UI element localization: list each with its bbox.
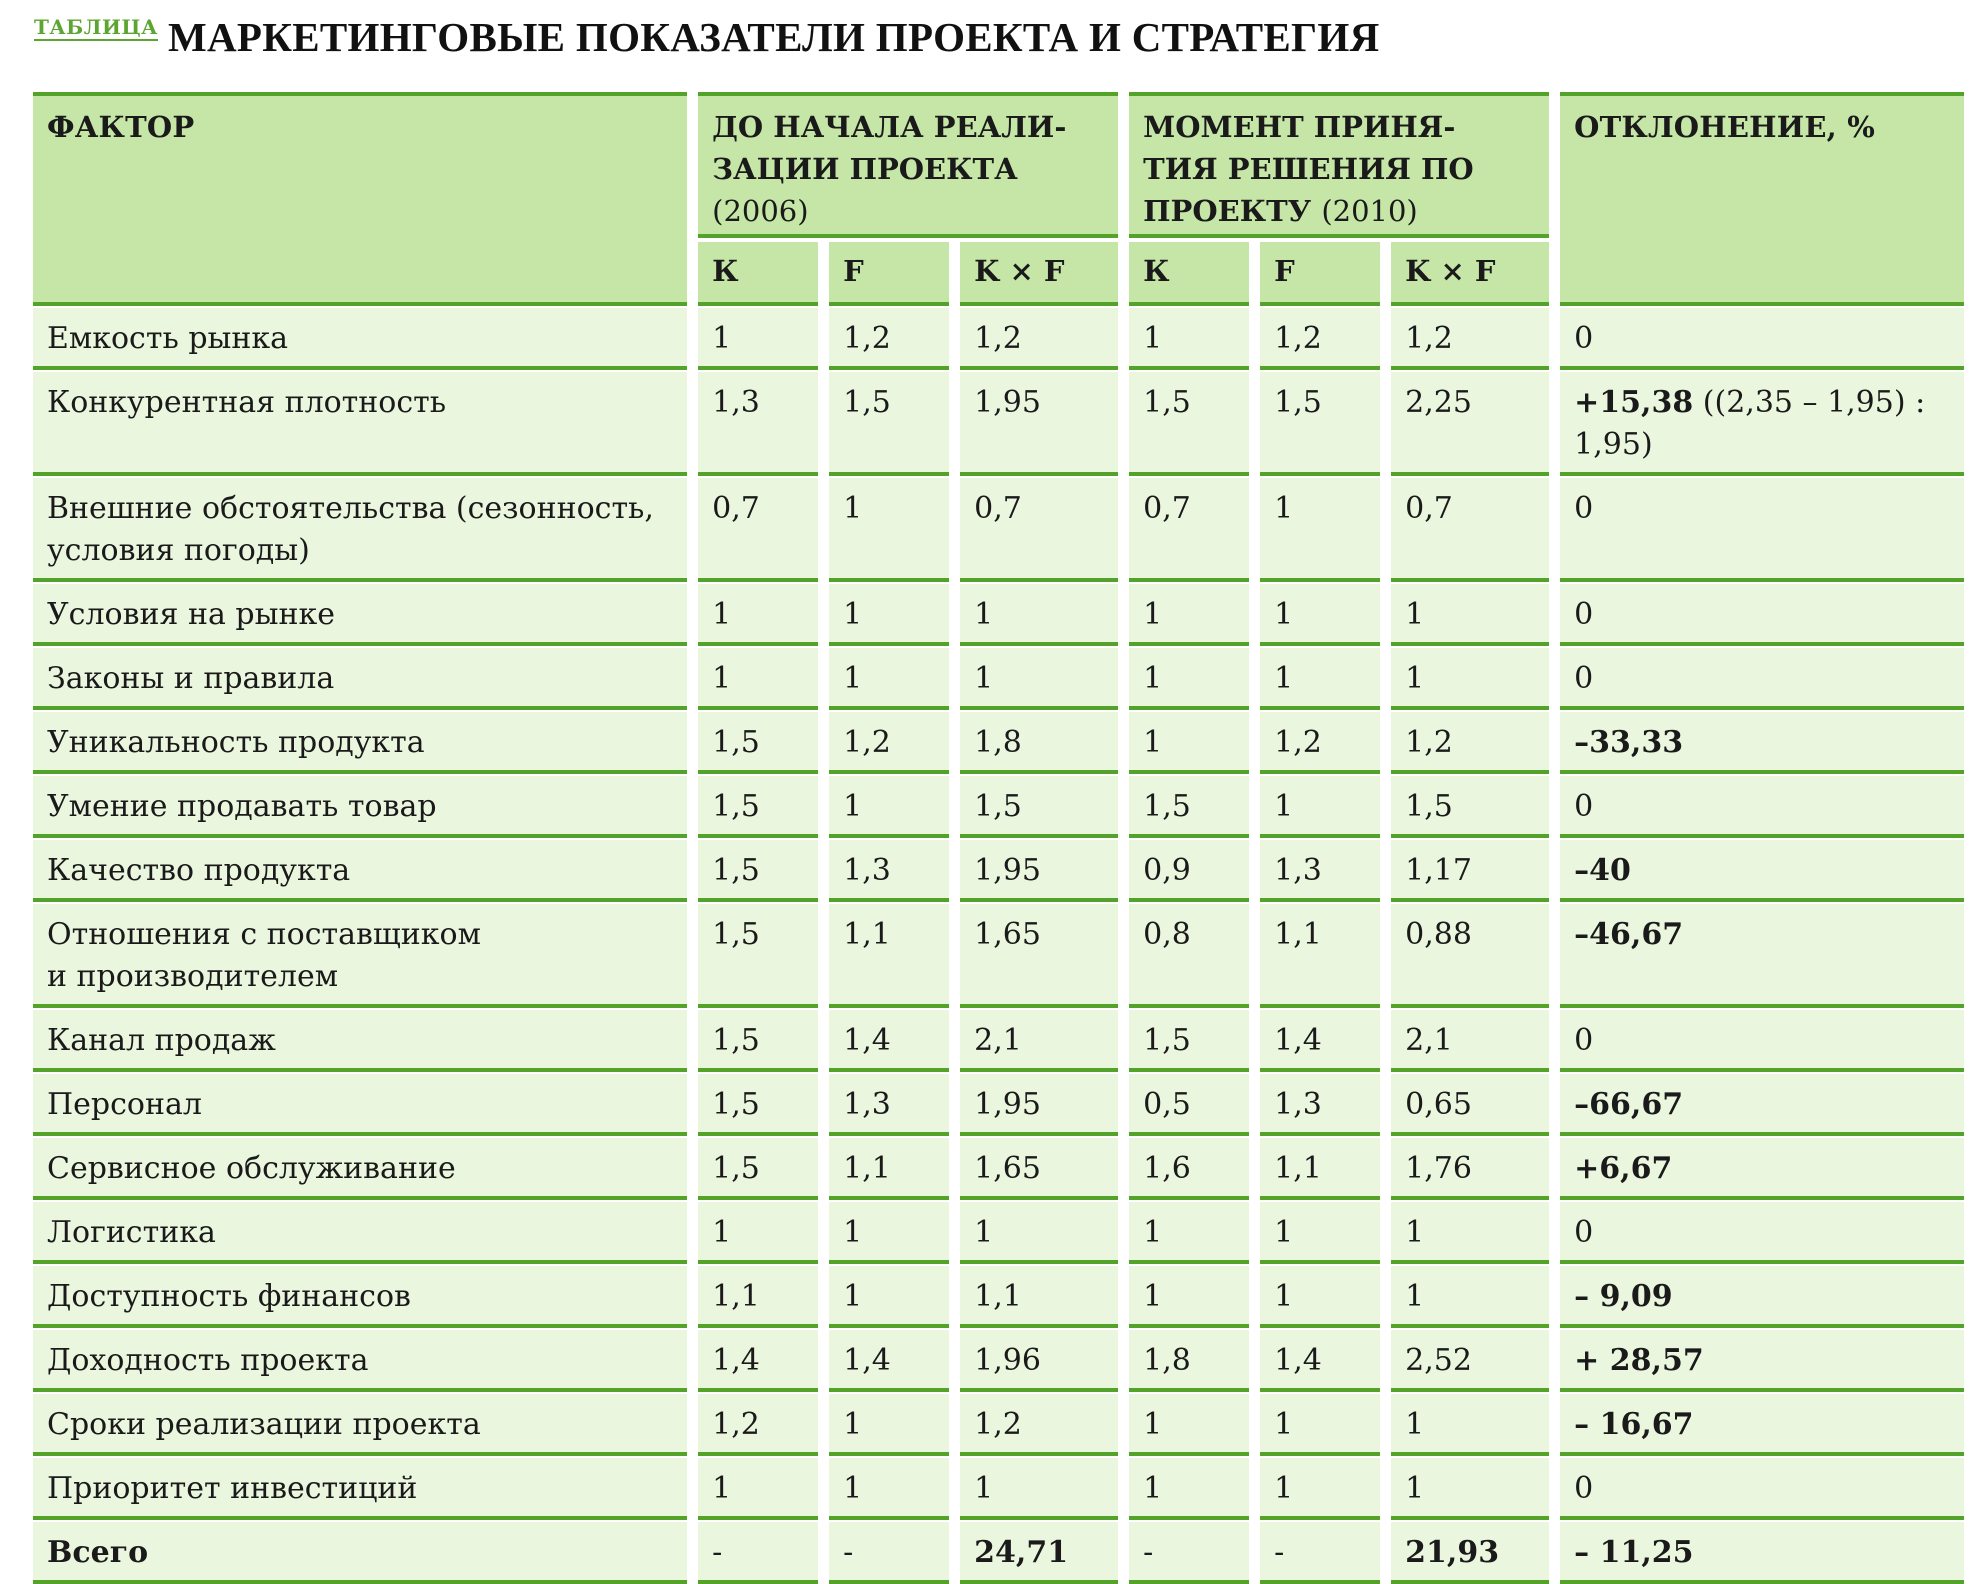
value-f: 1,5 <box>1260 372 1380 476</box>
value-k: 1,5 <box>698 776 818 838</box>
value-k: 0,8 <box>1129 904 1249 1008</box>
table-row <box>33 476 1964 582</box>
value-kf: 1,1 <box>960 1266 1118 1328</box>
marketing-table <box>33 92 1964 1584</box>
value-k: 1,8 <box>1129 1330 1249 1392</box>
value-kf: 1,2 <box>1391 712 1549 774</box>
value-k: 1 <box>698 1202 818 1264</box>
factor-cell: Уникальность продукта <box>33 712 687 774</box>
value-k: 1 <box>1129 712 1249 774</box>
factor-cell: Доходность проекта <box>33 1330 687 1392</box>
value-kf: 1 <box>960 584 1118 646</box>
value-k: 1 <box>1129 1394 1249 1456</box>
value-f: 1,2 <box>829 712 949 774</box>
table-row <box>33 1136 1964 1200</box>
value-kf: 1,2 <box>960 308 1118 370</box>
value-kf: 1,5 <box>960 776 1118 838</box>
deviation-cell: 0 <box>1560 308 1964 370</box>
table-row <box>33 1008 1964 1072</box>
value-k: 1,5 <box>698 840 818 902</box>
value-kf: 24,71 <box>960 1522 1118 1584</box>
factor-cell: Всего <box>33 1522 687 1584</box>
value-k: 1,6 <box>1129 1138 1249 1200</box>
value-k: 1,1 <box>698 1266 818 1328</box>
group-before-cells <box>698 646 1118 710</box>
group-before-cells <box>698 710 1118 774</box>
value-f: 1 <box>829 584 949 646</box>
value-f: 1 <box>1260 1202 1380 1264</box>
value-k: 1,5 <box>698 1010 818 1072</box>
group-before-cells <box>698 582 1118 646</box>
header-group-decision-subs <box>1129 242 1549 306</box>
value-f: 1 <box>829 1266 949 1328</box>
group-decision-cells <box>1129 1200 1549 1264</box>
table-row <box>33 1264 1964 1328</box>
deviation-cell: 0 <box>1560 776 1964 838</box>
value-kf: 1,95 <box>960 1074 1118 1136</box>
value-f: 1 <box>1260 648 1380 710</box>
value-f: 1,4 <box>1260 1010 1380 1072</box>
group-before-cells <box>698 1200 1118 1264</box>
value-kf: 1,65 <box>960 904 1118 1008</box>
value-k: 1,5 <box>1129 1010 1249 1072</box>
value-f: 1,5 <box>829 372 949 476</box>
factor-cell: Конкурентная плотность <box>33 372 687 476</box>
value-f: 1 <box>1260 1458 1380 1520</box>
value-k: 1,5 <box>1129 776 1249 838</box>
header-group-before-subs <box>698 242 1118 306</box>
factor-cell: Канал продаж <box>33 1010 687 1072</box>
value-f: 1 <box>1260 584 1380 646</box>
table-row <box>33 1328 1964 1392</box>
value-kf: 1 <box>960 1202 1118 1264</box>
value-f: 1,3 <box>829 840 949 902</box>
factor-cell: Отношения с поставщиком и производителем <box>33 904 687 1008</box>
header-sub-f: F <box>1260 242 1380 306</box>
value-kf: 1,96 <box>960 1330 1118 1392</box>
deviation-cell: – 9,09 <box>1560 1266 1964 1328</box>
table-header <box>33 92 1964 306</box>
value-kf: 1,8 <box>960 712 1118 774</box>
value-kf: 2,25 <box>1391 372 1549 476</box>
value-kf: 1 <box>1391 1394 1549 1456</box>
value-kf: 2,52 <box>1391 1330 1549 1392</box>
value-kf: 1 <box>1391 1266 1549 1328</box>
group-before-cells <box>698 1520 1118 1584</box>
value-kf: 1,5 <box>1391 776 1549 838</box>
group-before-cells <box>698 1264 1118 1328</box>
factor-cell: Сроки реализации проекта <box>33 1394 687 1456</box>
group-decision-cells <box>1129 1264 1549 1328</box>
value-k: 1,5 <box>1129 372 1249 476</box>
group-before-cells <box>698 1392 1118 1456</box>
value-k: 1 <box>1129 308 1249 370</box>
deviation-cell: 0 <box>1560 648 1964 710</box>
table-row <box>33 306 1964 370</box>
deviation-cell: –33,33 <box>1560 712 1964 774</box>
value-k: 1,2 <box>698 1394 818 1456</box>
table-row <box>33 1072 1964 1136</box>
value-f: - <box>829 1522 949 1584</box>
value-kf: 1 <box>960 1458 1118 1520</box>
group-decision-cells <box>1129 476 1549 582</box>
group-decision-cells <box>1129 710 1549 774</box>
deviation-cell: 0 <box>1560 1458 1964 1520</box>
value-f: 1 <box>1260 1394 1380 1456</box>
header-group-decision <box>1129 92 1549 306</box>
value-f: 1,2 <box>1260 712 1380 774</box>
value-f: 1 <box>829 1458 949 1520</box>
value-kf: 1,95 <box>960 372 1118 476</box>
deviation-cell: 0 <box>1560 1202 1964 1264</box>
group-decision-cells <box>1129 1328 1549 1392</box>
factor-cell: Персонал <box>33 1074 687 1136</box>
factor-cell: Качество продукта <box>33 840 687 902</box>
group-before-cells <box>698 1008 1118 1072</box>
value-kf: 1,2 <box>960 1394 1118 1456</box>
page-title: МАРКЕТИНГОВЫЕ ПОКАЗАТЕЛИ ПРОЕКТА И СТРАТЕГИЯ <box>167 14 1380 60</box>
value-kf: 1 <box>1391 1202 1549 1264</box>
value-f: 1,1 <box>829 904 949 1008</box>
table-row <box>33 1200 1964 1264</box>
value-kf: 1 <box>1391 1458 1549 1520</box>
value-kf: 21,93 <box>1391 1522 1549 1584</box>
value-k: 1 <box>1129 648 1249 710</box>
deviation-cell: +15,38 ((2,35 – 1,95) : 1,95) <box>1560 372 1964 476</box>
header-group-decision-title: МОМЕНТ ПРИНЯ- ТИЯ РЕШЕНИЯ ПО ПРОЕКТУ (2010) <box>1129 92 1549 238</box>
value-k: 0,7 <box>698 478 818 582</box>
value-k: - <box>1129 1522 1249 1584</box>
group-before-cells <box>698 306 1118 370</box>
table-title <box>34 14 1379 64</box>
value-kf: 1,17 <box>1391 840 1549 902</box>
table-row <box>33 582 1964 646</box>
value-kf: 1,95 <box>960 840 1118 902</box>
value-f: 1,4 <box>1260 1330 1380 1392</box>
group-before-cells <box>698 1456 1118 1520</box>
deviation-cell: 0 <box>1560 478 1964 582</box>
value-f: 1,4 <box>829 1010 949 1072</box>
value-kf: 1,76 <box>1391 1138 1549 1200</box>
value-k: 1,5 <box>698 1074 818 1136</box>
value-k: 1,5 <box>698 712 818 774</box>
value-k: 1,4 <box>698 1330 818 1392</box>
group-decision-cells <box>1129 1520 1549 1584</box>
factor-cell: Условия на рынке <box>33 584 687 646</box>
value-k: 1,5 <box>698 904 818 1008</box>
table-label: ТАБЛИЦА <box>34 15 158 39</box>
deviation-cell: –46,67 <box>1560 904 1964 1008</box>
group-decision-cells <box>1129 774 1549 838</box>
value-k: 1,3 <box>698 372 818 476</box>
deviation-cell: – 16,67 <box>1560 1394 1964 1456</box>
value-kf: 0,65 <box>1391 1074 1549 1136</box>
group-decision-cells <box>1129 1008 1549 1072</box>
table-row <box>33 710 1964 774</box>
value-f: 1 <box>829 648 949 710</box>
value-f: - <box>1260 1522 1380 1584</box>
group-before-cells <box>698 1136 1118 1200</box>
value-f: 1 <box>1260 478 1380 582</box>
table-row <box>33 774 1964 838</box>
factor-cell: Доступность финансов <box>33 1266 687 1328</box>
value-kf: 1 <box>1391 648 1549 710</box>
deviation-cell: + 28,57 <box>1560 1330 1964 1392</box>
deviation-note: ((2,35 – 1,95) : 1,95) <box>1574 385 1926 462</box>
value-f: 1,3 <box>1260 840 1380 902</box>
group-decision-cells <box>1129 306 1549 370</box>
value-f: 1,3 <box>1260 1074 1380 1136</box>
value-kf: 1,2 <box>1391 308 1549 370</box>
factor-cell: Емкость рынка <box>33 308 687 370</box>
value-kf: 0,88 <box>1391 904 1549 1008</box>
deviation-cell: 0 <box>1560 584 1964 646</box>
value-f: 1,1 <box>1260 1138 1380 1200</box>
factor-cell: Внешние обстоятельства (сезонность, условия погоды) <box>33 478 687 582</box>
value-f: 1,2 <box>829 308 949 370</box>
value-f: 1,2 <box>1260 308 1380 370</box>
group-before-cells <box>698 370 1118 476</box>
group-decision-cells <box>1129 838 1549 902</box>
value-k: 1 <box>1129 1202 1249 1264</box>
factor-cell: Логистика <box>33 1202 687 1264</box>
group-before-cells <box>698 902 1118 1008</box>
group-decision-cells <box>1129 370 1549 476</box>
table-row <box>33 838 1964 902</box>
factor-cell: Сервисное обслуживание <box>33 1138 687 1200</box>
value-k: 1 <box>698 648 818 710</box>
value-f: 1 <box>829 776 949 838</box>
group-before-cells <box>698 838 1118 902</box>
value-kf: 0,7 <box>960 478 1118 582</box>
value-k: 1 <box>1129 1266 1249 1328</box>
group-before-cells <box>698 1072 1118 1136</box>
table-row <box>33 1392 1964 1456</box>
table-row <box>33 1520 1964 1584</box>
factor-cell: Умение продавать товар <box>33 776 687 838</box>
value-kf: 0,7 <box>1391 478 1549 582</box>
group-decision-cells <box>1129 1072 1549 1136</box>
deviation-cell: –40 <box>1560 840 1964 902</box>
header-sub-f: F <box>829 242 949 306</box>
group-decision-cells <box>1129 1456 1549 1520</box>
factor-cell: Законы и правила <box>33 648 687 710</box>
value-f: 1 <box>829 478 949 582</box>
group-decision-cells <box>1129 902 1549 1008</box>
table-body <box>33 306 1964 1584</box>
value-f: 1,1 <box>1260 904 1380 1008</box>
group-decision-cells <box>1129 1392 1549 1456</box>
value-kf: 1 <box>960 648 1118 710</box>
header-factor: ФАКТОР <box>33 92 687 306</box>
value-k: 1 <box>1129 1458 1249 1520</box>
group-decision-cells <box>1129 582 1549 646</box>
value-kf: 1 <box>1391 584 1549 646</box>
header-group-before <box>698 92 1118 306</box>
table-row <box>33 1456 1964 1520</box>
value-kf: 2,1 <box>960 1010 1118 1072</box>
value-k: 1 <box>1129 584 1249 646</box>
deviation-cell: – 11,25 <box>1560 1522 1964 1584</box>
value-k: 0,5 <box>1129 1074 1249 1136</box>
deviation-cell: –66,67 <box>1560 1074 1964 1136</box>
value-f: 1 <box>829 1202 949 1264</box>
value-f: 1,3 <box>829 1074 949 1136</box>
header-sub-kf: K × F <box>960 242 1118 306</box>
deviation-cell: +6,67 <box>1560 1138 1964 1200</box>
deviation-cell: 0 <box>1560 1010 1964 1072</box>
header-sub-k: К <box>1129 242 1249 306</box>
value-f: 1 <box>829 1394 949 1456</box>
group-decision-cells <box>1129 646 1549 710</box>
value-f: 1 <box>1260 776 1380 838</box>
group-before-cells <box>698 476 1118 582</box>
header-sub-k: К <box>698 242 818 306</box>
table-row <box>33 646 1964 710</box>
header-sub-kf: K × F <box>1391 242 1549 306</box>
factor-cell: Приоритет инвестиций <box>33 1458 687 1520</box>
value-f: 1,1 <box>829 1138 949 1200</box>
value-k: 0,7 <box>1129 478 1249 582</box>
header-deviation: ОТКЛОНЕНИЕ, % <box>1560 92 1964 306</box>
value-k: 1 <box>698 1458 818 1520</box>
value-f: 1,4 <box>829 1330 949 1392</box>
value-k: 1,5 <box>698 1138 818 1200</box>
group-before-cells <box>698 774 1118 838</box>
value-kf: 2,1 <box>1391 1010 1549 1072</box>
table-row <box>33 370 1964 476</box>
value-kf: 1,65 <box>960 1138 1118 1200</box>
value-k: 1 <box>698 584 818 646</box>
value-k: 0,9 <box>1129 840 1249 902</box>
table-row <box>33 902 1964 1008</box>
header-group-before-title: ДО НАЧАЛА РЕАЛИ- ЗАЦИИ ПРОЕКТА (2006) <box>698 92 1118 238</box>
value-f: 1 <box>1260 1266 1380 1328</box>
group-before-cells <box>698 1328 1118 1392</box>
group-decision-cells <box>1129 1136 1549 1200</box>
value-k: - <box>698 1522 818 1584</box>
value-k: 1 <box>698 308 818 370</box>
